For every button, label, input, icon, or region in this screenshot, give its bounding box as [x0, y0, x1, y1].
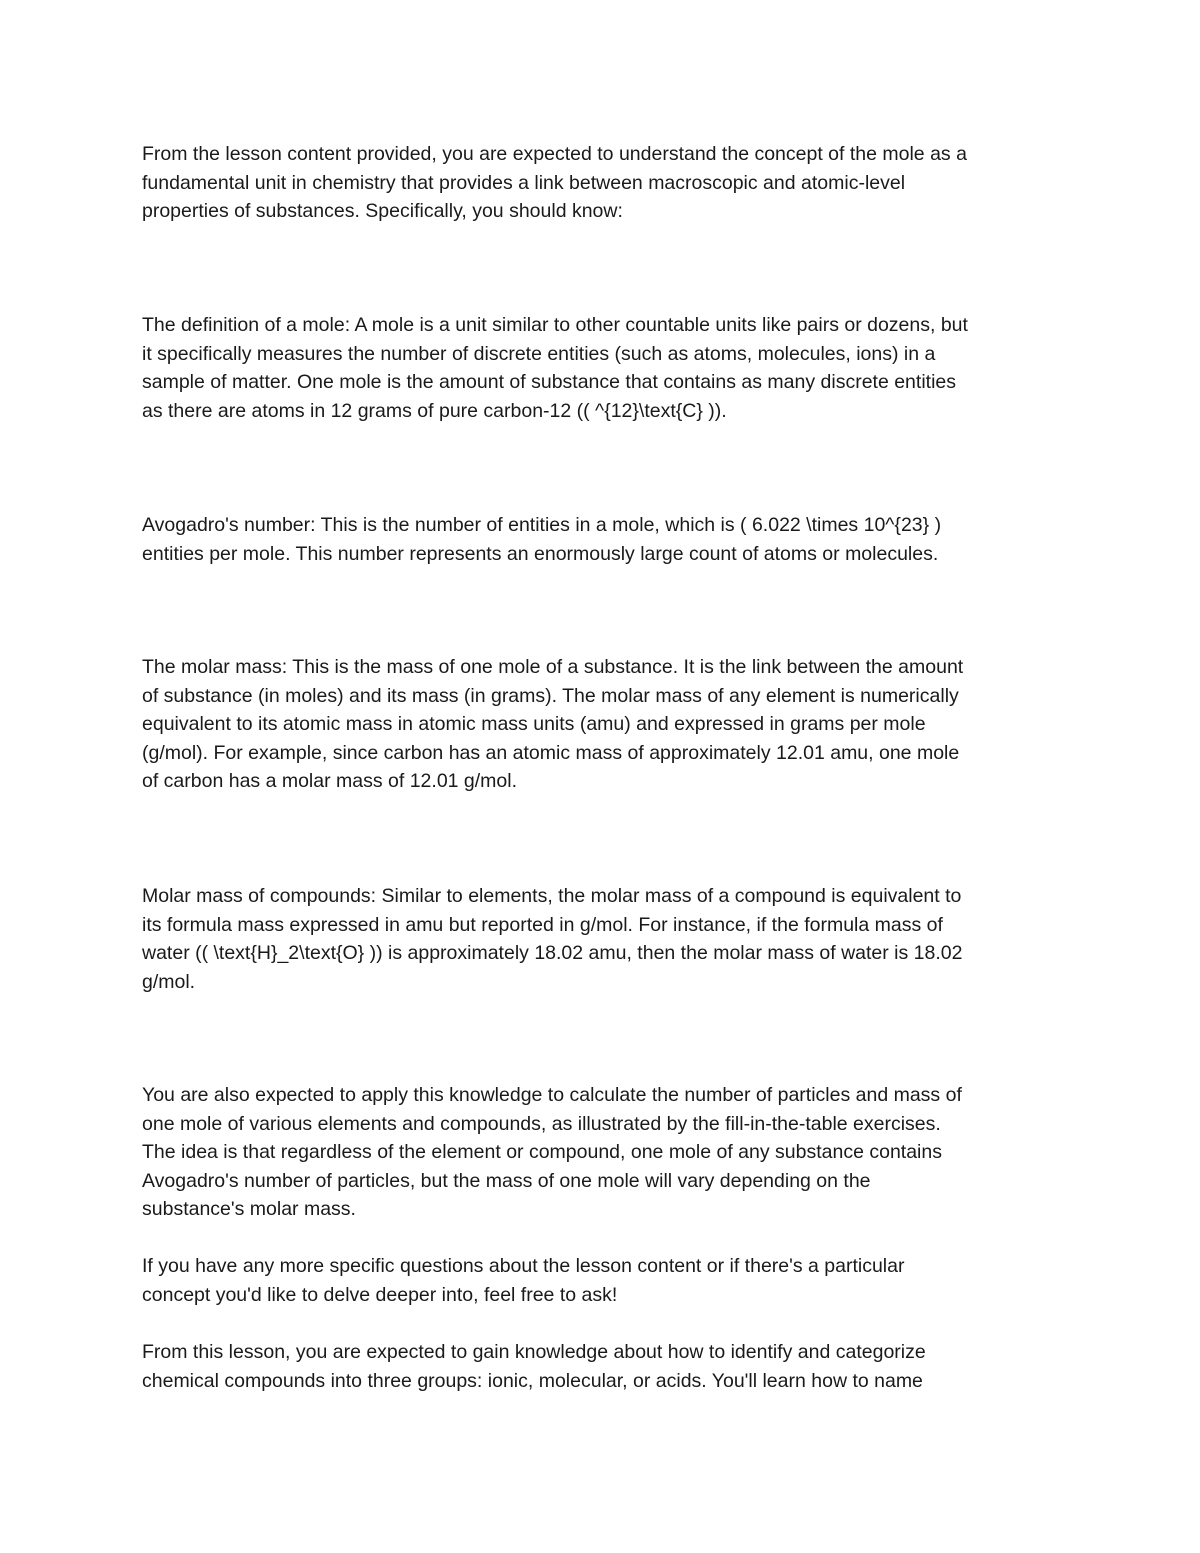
text-line: one mole of various elements and compounds, as illustrated by the fill-in-the-table exercises. [142, 1112, 941, 1135]
text-line: The definition of a mole: A mole is a unit similar to other countable units like pairs or dozens, but [142, 314, 968, 336]
text-line: entities per mole. This number represents an enormously large count of atoms or molecules. [142, 542, 939, 565]
paragraph-mole-definition [142, 311, 1072, 425]
text-line: Avogadro's number of particles, but the mass of one mole will vary depending on the [142, 1169, 871, 1192]
text-line: (g/mol). For example, since carbon has an atomic mass of approximately 12.01 amu, one mole [142, 741, 960, 764]
text-line: g/mol. [142, 970, 196, 993]
text-line: of substance (in moles) and its mass (in grams). The molar mass of any element is numerically [142, 684, 959, 707]
text-line: You are also expected to apply this knowledge to calculate the number of particles and mass of [142, 1084, 962, 1106]
text-line: If you have any more specific questions about the lesson content or if there's a particular [142, 1255, 905, 1277]
text-line: The molar mass: This is the mass of one mole of a substance. It is the link between the amount [142, 656, 964, 678]
text-line: From the lesson content provided, you are expected to understand the concept of the mole as a [142, 143, 967, 165]
text-line: Molar mass of compounds: Similar to elements, the molar mass of a compound is equivalent to [142, 885, 962, 907]
text-line: water (( \text{H}_2\text{O} )) is approximately 18.02 amu, then the molar mass of water is 18.02 [142, 942, 963, 964]
text-line: substance's molar mass. [142, 1198, 356, 1220]
paragraph-questions [142, 1252, 1072, 1309]
text-line: From this lesson, you are expected to gain knowledge about how to identify and categorize [142, 1341, 926, 1363]
paragraph-avogadro-number [142, 511, 1072, 568]
text-line: properties of substances. Specifically, you should know: [142, 200, 623, 222]
text-line: Avogadro's number: This is the number of entities in a mole, which is ( 6.022 \times 10^{23} ) [142, 514, 942, 536]
text-line: its formula mass expressed in amu but reported in g/mol. For instance, if the formula mass of [142, 913, 943, 936]
text-line: sample of matter. One mole is the amount of substance that contains as many discrete entities [142, 371, 957, 393]
paragraph-application [142, 1081, 1072, 1224]
text-line: as there are atoms in 12 grams of pure carbon-12 (( ^{12}\text{C} )). [142, 399, 727, 422]
text-line: it specifically measures the number of discrete entities (such as atoms, molecules, ions) in a [142, 342, 936, 365]
text-line: chemical compounds into three groups: ionic, molecular, or acids. You'll learn how to name [142, 1369, 923, 1392]
text-line: concept you'd like to delve deeper into, feel free to ask! [142, 1283, 618, 1306]
text-line: of carbon has a molar mass of 12.01 g/mol. [142, 770, 518, 792]
paragraph-molar-mass-compounds [142, 882, 1072, 996]
paragraph-next-lesson [142, 1338, 1072, 1395]
paragraph-molar-mass [142, 653, 1072, 796]
text-line: The idea is that regardless of the element or compound, one mole of any substance contains [142, 1141, 942, 1163]
text-line: equivalent to its atomic mass in atomic mass units (amu) and expressed in grams per mole [142, 713, 926, 735]
text-line: fundamental unit in chemistry that provides a link between macroscopic and atomic-level [142, 171, 906, 194]
paragraph-intro [142, 140, 1072, 226]
